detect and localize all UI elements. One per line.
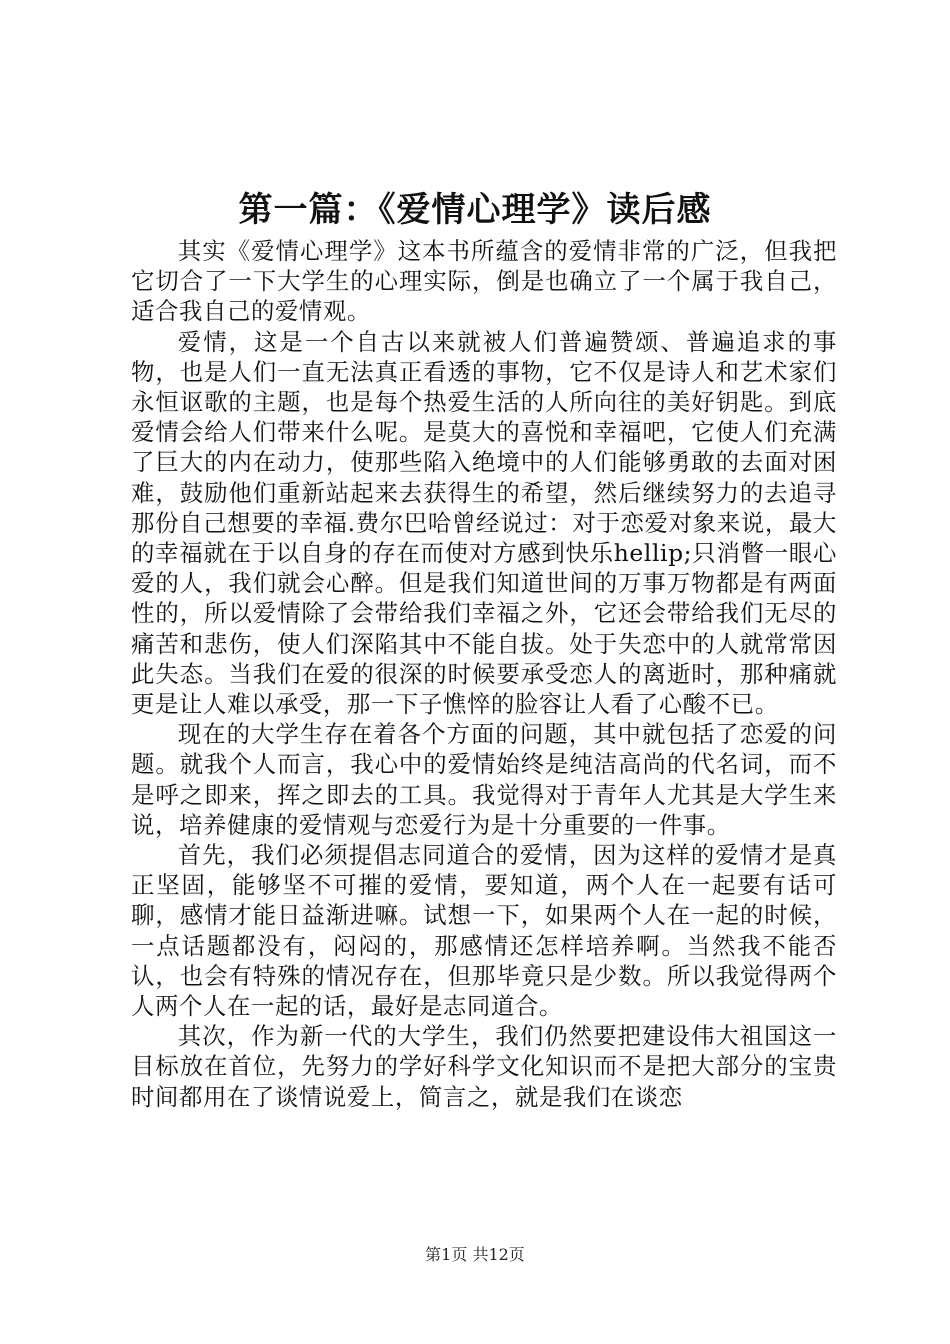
paragraph-1: 其实《爱情心理学》这本书所蕴含的爱情非常的广泛，但我把它切合了一下大学生的心理实际，倒是也确立了一个属于我自己，适合我自己的爱情观。 <box>131 237 837 326</box>
page-number: 第1页 共12页 <box>425 1245 525 1264</box>
paragraph-3: 现在的大学生存在着各个方面的问题，其中就包括了恋爱的问题。就我个人而言，我心中的爱情始终是纯洁高尚的代名词，而不是呼之即来，挥之即去的工具。我觉得对于青年人尤其是大学生来说，培养健康的爱情观与恋爱行为是十分重要的一件事。 <box>131 720 837 839</box>
page-footer <box>0 1244 950 1266</box>
paragraph-4: 首先，我们必须提倡志同道合的爱情，因为这样的爱情才是真正坚固，能够坚不可摧的爱情，要知道，两个人在一起要有话可聊，感情才能日益渐进嘛。试想一下，如果两个人在一起的时候，一点话题都没有，闷闷的，那感情还怎样培养啊。当然我不能否认，也会有特殊的情况存在，但那毕竟只是少数。所以我觉得两个人两个人在一起的话，最好是志同道合。 <box>131 841 837 1021</box>
document-title: 第一篇：《爱情心理学》读后感 <box>238 190 712 230</box>
document-body <box>131 236 837 1112</box>
paragraph-2: 爱情，这是一个自古以来就被人们普遍赞颂、普遍追求的事物，也是人们一直无法真正看透的事物，它不仅是诗人和艺术家们永恒讴歌的主题，也是每个热爱生活的人所向往的美好钥匙。到底爱情会给人们带来什么呢。是莫大的喜悦和幸福吧，它使人们充满了巨大的内在动力，使那些陷入绝境中的人们能够勇敢的去面对困难，鼓励他们重新站起来去获得生的希望，然后继续努力的去追寻那份自己想要的幸福.费尔巴哈曾经说过：对于恋爱对象来说，最大的幸福就在于以自身的存在而使对方感到快乐hellip;只消瞥一眼心爱的人，我们就会心醉。但是我们知道世间的万事万物都是有两面性的，所以爱情除了会带给我们幸福之外，它还会带给我们无尽的痛苦和悲伤，使人们深陷其中不能自拔。处于失恋中的人就常常因此失态。当我们在爱的很深的时候要承受恋人的离逝时，那种痛就更是让人难以承受，那一下子憔悴的脸容让人看了心酸不已。 <box>131 327 837 719</box>
paragraph-5: 其次，作为新一代的大学生，我们仍然要把建设伟大祖国这一目标放在首位，先努力的学好科学文化知识而不是把大部分的宝贵时间都用在了谈情说爱上，简言之，就是我们在谈恋 <box>131 1022 837 1111</box>
